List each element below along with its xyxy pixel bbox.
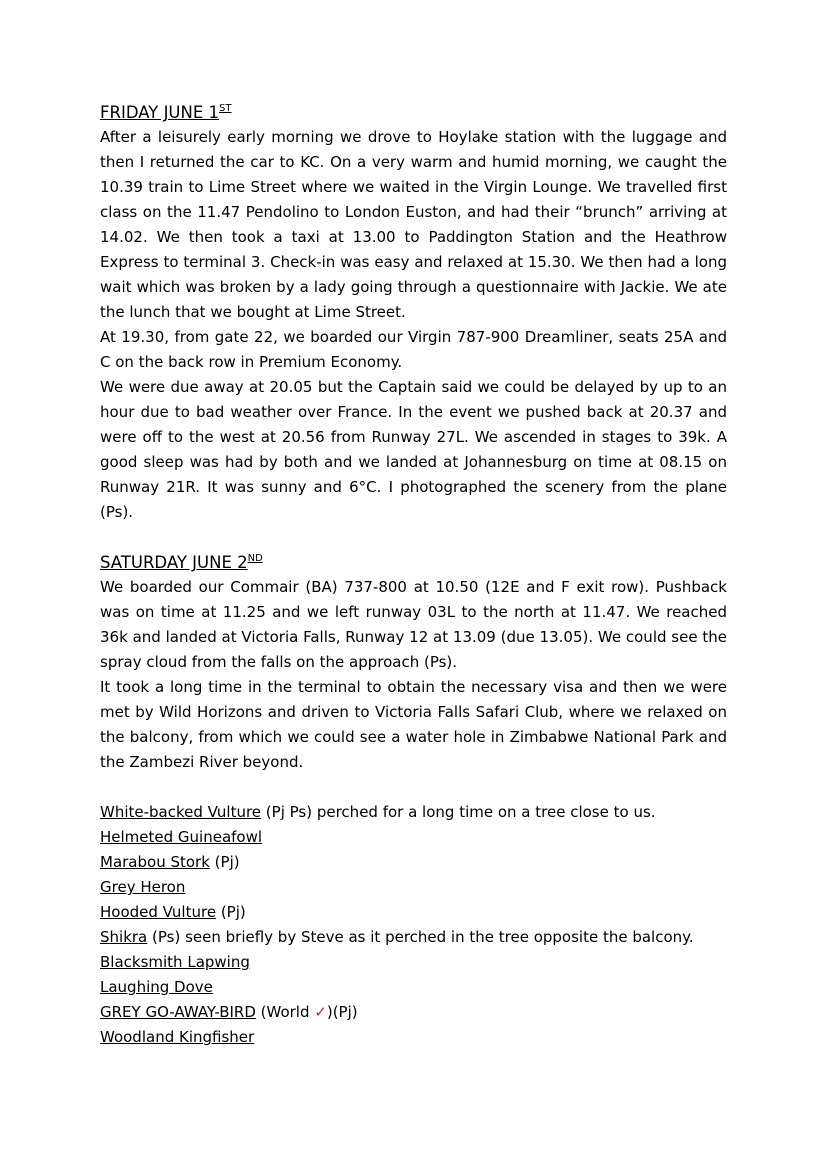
- section-spacer: [100, 775, 727, 800]
- bird-name: Shikra: [100, 928, 148, 946]
- bird-note: (Ps) seen briefly by Steve as it perched in the tree opposite the balcony.: [147, 928, 694, 946]
- bird-note: (World: [255, 1003, 315, 1021]
- bird-name: White-backed Vulture: [100, 803, 262, 821]
- day1-heading: [100, 100, 727, 125]
- bird-entry: [100, 1000, 727, 1025]
- day2-paragraph: We boarded our Commair (BA) 737-800 at 10.50 (12E and F exit row). Pushback was on time at 11.25 and we left runway 03L to the north at 11.47. We reached 36k and landed at Victoria Falls, Runway 12 at 13.09 (due 13.05). We could see the spray cloud from the falls on the approach (Ps).: [100, 578, 727, 671]
- page-content: [100, 100, 727, 1050]
- bird-name: Hooded Vulture: [100, 903, 217, 921]
- bird-entry: [100, 975, 727, 1000]
- day2-title-suffix: ND: [247, 553, 263, 564]
- bird-entry: [100, 900, 727, 925]
- day1-title-suffix: ST: [219, 103, 232, 114]
- bird-name: Grey Heron: [100, 878, 186, 896]
- bird-name: Helmeted Guineafowl: [100, 828, 263, 846]
- day2-title: SATURDAY JUNE 2: [100, 553, 248, 572]
- bird-entry: [100, 800, 727, 825]
- bird-entry: [100, 950, 727, 975]
- bird-name: Laughing Dove: [100, 978, 213, 996]
- bird-entry: [100, 850, 727, 875]
- bird-entry: [100, 825, 727, 850]
- day2-paragraph: It took a long time in the terminal to obtain the necessary visa and then we were met by Wild Horizons and driven to Victoria Falls Safari Club, where we relaxed on the balcony, from which we could see a water hole in Zimbabwe National Park and the Zambezi River beyond.: [100, 678, 727, 771]
- bird-name: Woodland Kingfisher: [100, 1028, 255, 1046]
- bird-list: [100, 800, 727, 1050]
- day1-paragraph: After a leisurely early morning we drove to Hoylake station with the luggage and then I returned the car to KC. On a very warm and humid morning, we caught the 10.39 train to Lime Street where we waited in the Virgin Lounge. We travelled first class on the 11.47 Pendolino to London Euston, and had their “brunch” arriving at 14.02. We then took a taxi at 13.00 to Paddington Station and the Heathrow Express to terminal 3. Check-in was easy and relaxed at 15.30. We then had a long wait which was broken by a lady going through a questionnaire with Jackie. We ate the lunch that we bought at Lime Street.: [100, 128, 727, 321]
- bird-name: GREY GO-AWAY-BIRD: [100, 1003, 256, 1021]
- day1-title: FRIDAY JUNE 1: [100, 103, 220, 122]
- bird-name: Blacksmith Lapwing: [100, 953, 250, 971]
- bird-note-after: )(Pj): [326, 1003, 358, 1021]
- bird-entry: [100, 875, 727, 900]
- bird-note: (Pj): [216, 903, 246, 921]
- day1-paragraph: At 19.30, from gate 22, we boarded our Virgin 787-900 Dreamliner, seats 25A and C on the back row in Premium Economy.: [100, 328, 727, 371]
- bird-entry: [100, 1025, 727, 1050]
- bird-note: (Pj): [209, 853, 240, 871]
- bird-note: (Pj Ps) perched for a long time on a tree close to us.: [261, 803, 656, 821]
- day1-paragraph: We were due away at 20.05 but the Captain said we could be delayed by up to an hour due to bad weather over France. In the event we pushed back at 20.37 and were off to the west at 20.56 from Runway 27L. We ascended in stages to 39k. A good sleep was had by both and we landed at Johannesburg on time at 08.15 on Runway 21R. It was sunny and 6°C. I photographed the scenery from the plane (Ps).: [100, 378, 727, 521]
- bird-entry: [100, 925, 727, 950]
- section-spacer: [100, 525, 727, 550]
- checkmark-icon: ✓: [314, 1003, 327, 1021]
- bird-name: Marabou Stork: [100, 853, 210, 871]
- day2-heading: [100, 550, 727, 575]
